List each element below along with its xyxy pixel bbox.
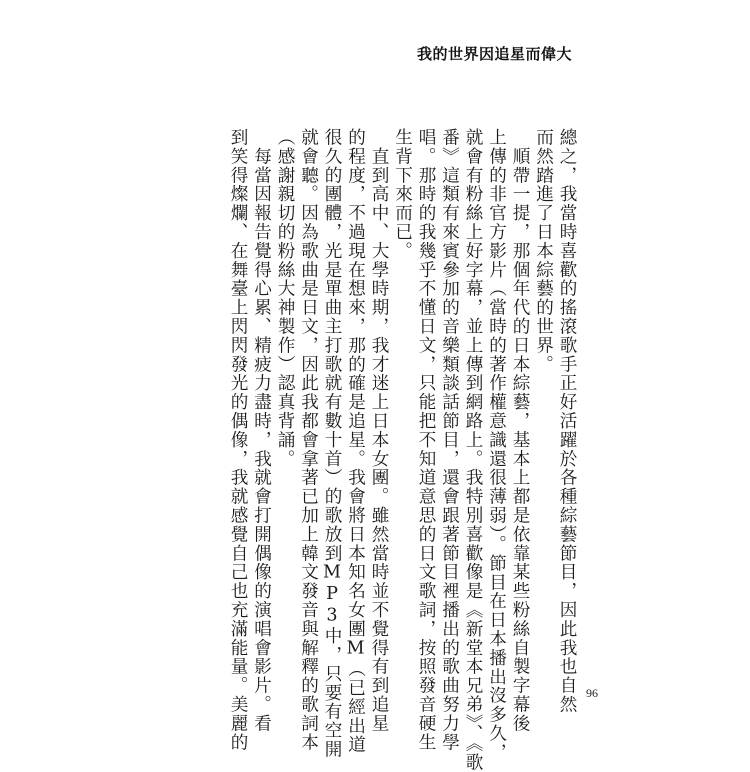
text-line: 就會有粉絲上好字幕，並上傳到網路上。我特別喜歡像是《新堂本兄弟》、《歌 bbox=[463, 128, 483, 772]
text-line: 的程度，不過現在想來，那的確是追星。我會將日本知名女團M（已經出道 bbox=[345, 128, 366, 755]
text-line: 上傳的非官方影片（當時的著作權意識還很薄弱）。節目在日本播出沒多久， bbox=[486, 128, 507, 762]
text-line: 直到高中、大學時期，我才迷上日本女團。雖然當時並不覺得有到追星 bbox=[369, 128, 389, 733]
page-number: 96 bbox=[586, 686, 598, 700]
running-head-title: 我的世界因追星而偉大 bbox=[416, 45, 572, 63]
text-line: 總之，我當時喜歡的搖滾歌手正好活躍於各種綜藝節目，因此我也自然 bbox=[557, 128, 577, 714]
text-line: 番》這類有來賓參加的音樂類談話節目，還會跟著節目裡播出的歌曲努力學 bbox=[439, 128, 460, 752]
text-line: 每當因報告覺得心累、精疲力盡時，我就會打開偶像的演唱會影片。看 bbox=[251, 128, 272, 733]
text-line: 到笑得燦爛、在舞臺上閃閃發光的偶像，我就感覺自己也充滿能量。美麗的 bbox=[228, 128, 248, 752]
text-line: 就會聽。因為歌曲是日文，因此我都會拿著已加上韓文發音與解釋的歌詞本 bbox=[298, 128, 319, 752]
vertical-body-text bbox=[226, 128, 579, 772]
text-line: 很久的團體，光是單曲主打歌就有數十首）的歌放到MP3中，只要有空開 bbox=[322, 128, 342, 759]
text-line: 唱。那時的我幾乎不懂日文，只能把不知道意思的日文歌詞，按照發音硬生 bbox=[416, 128, 436, 752]
text-line: 生背下來而已。 bbox=[392, 128, 413, 261]
text-line: 而然踏進了日本綜藝的世界。 bbox=[533, 128, 554, 374]
text-line: 順帶一提，那個年代的日本綜藝，基本上都是依靠某些粉絲自製字幕後 bbox=[510, 128, 530, 733]
text-line: （感謝親切的粉絲大神製作）認真背誦。 bbox=[275, 128, 295, 469]
